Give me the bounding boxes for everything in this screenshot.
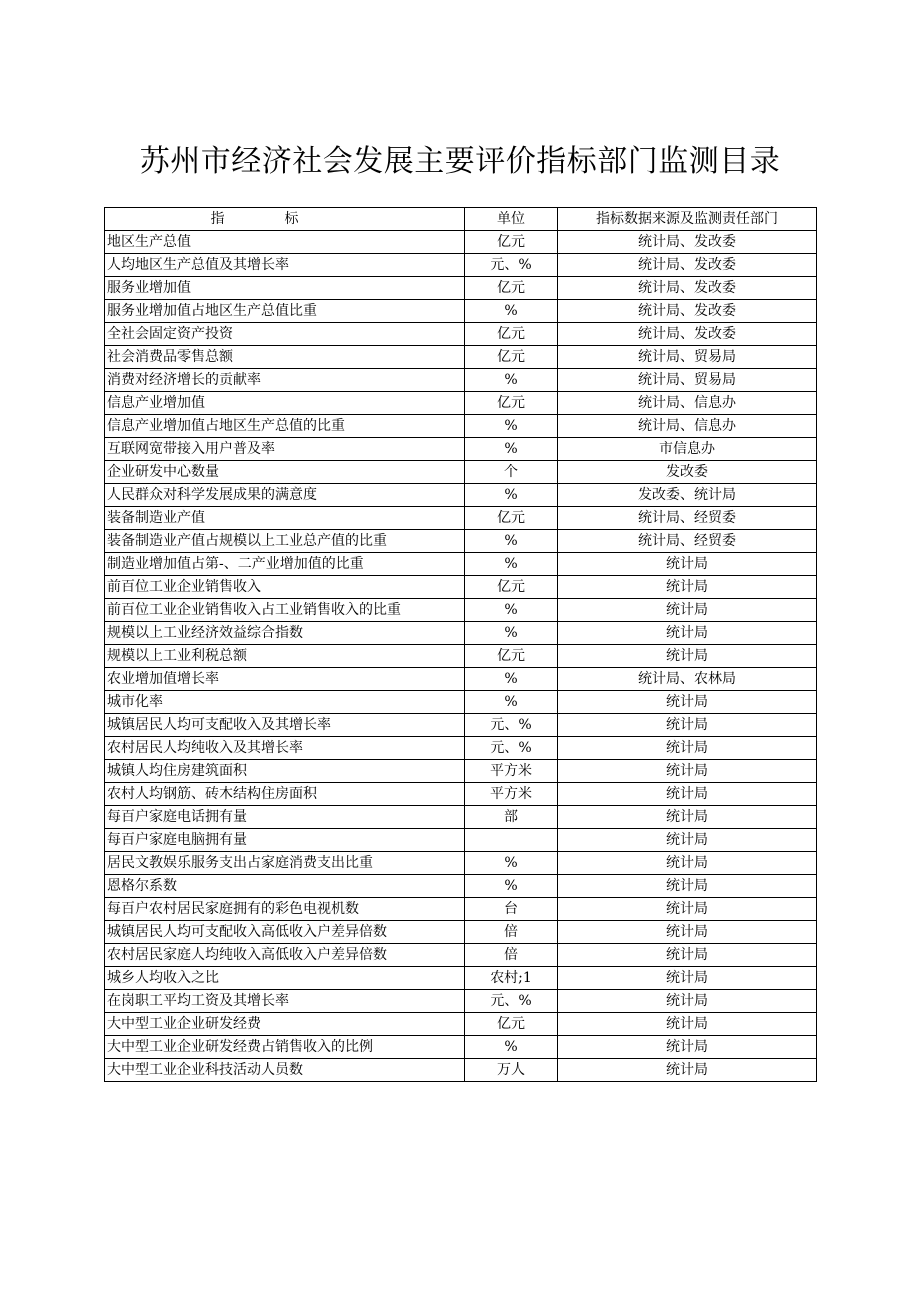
table-row — [105, 576, 817, 599]
indicator-name: 互联网宽带接入用户普及率 — [105, 438, 465, 461]
indicator-name: 前百位工业企业销售收入占工业销售收入的比重 — [105, 599, 465, 622]
indicator-table — [104, 207, 817, 1082]
indicator-department: 市信息办 — [558, 438, 817, 461]
indicator-department: 统计局 — [558, 990, 817, 1013]
indicator-name: 大中型工业企业研发经费 — [105, 1013, 465, 1036]
indicator-name: 服务业增加值 — [105, 277, 465, 300]
indicator-department: 统计局 — [558, 829, 817, 852]
indicator-department: 统计局 — [558, 622, 817, 645]
indicator-department: 统计局、发改委 — [558, 231, 817, 254]
table-row — [105, 645, 817, 668]
indicator-name: 居民文教娱乐服务支出占家庭消费支出比重 — [105, 852, 465, 875]
indicator-department: 统计局、发改委 — [558, 323, 817, 346]
indicator-unit: 倍 — [465, 944, 558, 967]
table-row — [105, 806, 817, 829]
table-row — [105, 875, 817, 898]
indicator-unit: 亿元 — [465, 576, 558, 599]
table-row — [105, 346, 817, 369]
header-indicator: 指标 — [105, 208, 465, 231]
indicator-name: 大中型工业企业研发经费占销售收入的比例 — [105, 1036, 465, 1059]
indicator-name: 城镇居民人均可支配收入高低收入户差异倍数 — [105, 921, 465, 944]
indicator-name: 城镇人均住房建筑面积 — [105, 760, 465, 783]
table-row — [105, 599, 817, 622]
indicator-name: 规模以上工业利税总额 — [105, 645, 465, 668]
indicator-name: 城市化率 — [105, 691, 465, 714]
table-body — [105, 231, 817, 1082]
table-row — [105, 438, 817, 461]
indicator-unit: 亿元 — [465, 231, 558, 254]
header-department: 指标数据来源及监测责任部门 — [558, 208, 817, 231]
indicator-unit: % — [465, 484, 558, 507]
indicator-department: 统计局 — [558, 553, 817, 576]
table-row — [105, 944, 817, 967]
indicator-department: 统计局 — [558, 898, 817, 921]
indicator-department: 发改委、统计局 — [558, 484, 817, 507]
indicator-unit: 元、% — [465, 990, 558, 1013]
indicator-unit: % — [465, 622, 558, 645]
indicator-unit: 亿元 — [465, 1013, 558, 1036]
indicator-name: 装备制造业产值 — [105, 507, 465, 530]
indicator-department: 统计局、信息办 — [558, 392, 817, 415]
header-unit: 单位 — [465, 208, 558, 231]
indicator-unit: 亿元 — [465, 507, 558, 530]
indicator-department: 统计局 — [558, 806, 817, 829]
table-row — [105, 231, 817, 254]
indicator-name: 恩格尔系数 — [105, 875, 465, 898]
indicator-name: 城乡人均收入之比 — [105, 967, 465, 990]
indicator-department: 统计局、农林局 — [558, 668, 817, 691]
page-title: 苏州市经济社会发展主要评价指标部门监测目录 — [139, 144, 781, 179]
table-row — [105, 530, 817, 553]
table-row — [105, 507, 817, 530]
indicator-department: 统计局 — [558, 783, 817, 806]
indicator-unit: % — [465, 668, 558, 691]
indicator-department: 统计局 — [558, 852, 817, 875]
indicator-department: 统计局、经贸委 — [558, 530, 817, 553]
table-row — [105, 622, 817, 645]
indicator-unit: 亿元 — [465, 323, 558, 346]
indicator-department: 统计局 — [558, 875, 817, 898]
table-row — [105, 392, 817, 415]
indicator-name: 每百户家庭电话拥有量 — [105, 806, 465, 829]
indicator-unit: 个 — [465, 461, 558, 484]
indicator-unit: % — [465, 852, 558, 875]
indicator-unit: % — [465, 691, 558, 714]
table-row — [105, 1059, 817, 1082]
table-header-row — [105, 208, 817, 231]
table-row — [105, 484, 817, 507]
table-row — [105, 1013, 817, 1036]
table-row — [105, 691, 817, 714]
indicator-unit: % — [465, 599, 558, 622]
indicator-unit: % — [465, 300, 558, 323]
indicator-unit: % — [465, 530, 558, 553]
indicator-unit: % — [465, 369, 558, 392]
indicator-department: 统计局 — [558, 599, 817, 622]
indicator-unit: 平方米 — [465, 783, 558, 806]
indicator-unit: % — [465, 1036, 558, 1059]
indicator-unit: 农村;1 — [465, 967, 558, 990]
indicator-department: 统计局 — [558, 760, 817, 783]
indicator-name: 人均地区生产总值及其增长率 — [105, 254, 465, 277]
indicator-department: 统计局 — [558, 576, 817, 599]
table-row — [105, 898, 817, 921]
indicator-name: 全社会固定资产投资 — [105, 323, 465, 346]
indicator-name: 前百位工业企业销售收入 — [105, 576, 465, 599]
indicator-name: 每百户农村居民家庭拥有的彩色电视机数 — [105, 898, 465, 921]
table-row — [105, 277, 817, 300]
table-row — [105, 323, 817, 346]
indicator-department: 发改委 — [558, 461, 817, 484]
indicator-unit: 亿元 — [465, 645, 558, 668]
indicator-unit: 亿元 — [465, 392, 558, 415]
table-row — [105, 1036, 817, 1059]
table-row — [105, 553, 817, 576]
indicator-name: 地区生产总值 — [105, 231, 465, 254]
indicator-name: 制造业增加值占第-、二产业增加值的比重 — [105, 553, 465, 576]
indicator-unit: 元、% — [465, 254, 558, 277]
table-row — [105, 967, 817, 990]
indicator-department: 统计局 — [558, 1013, 817, 1036]
indicator-department: 统计局 — [558, 921, 817, 944]
indicator-unit: 亿元 — [465, 277, 558, 300]
indicator-unit: 平方米 — [465, 760, 558, 783]
indicator-name: 大中型工业企业科技活动人员数 — [105, 1059, 465, 1082]
indicator-name: 农村居民人均纯收入及其增长率 — [105, 737, 465, 760]
indicator-department: 统计局、发改委 — [558, 277, 817, 300]
table-row — [105, 461, 817, 484]
table-row — [105, 737, 817, 760]
indicator-unit: % — [465, 553, 558, 576]
indicator-department: 统计局、经贸委 — [558, 507, 817, 530]
indicator-name: 农村居民家庭人均纯收入高低收入户差异倍数 — [105, 944, 465, 967]
table-row — [105, 990, 817, 1013]
indicator-name: 人民群众对科学发展成果的满意度 — [105, 484, 465, 507]
indicator-department: 统计局 — [558, 944, 817, 967]
indicator-department: 统计局 — [558, 967, 817, 990]
indicator-name: 装备制造业产值占规模以上工业总产值的比重 — [105, 530, 465, 553]
indicator-unit: 亿元 — [465, 346, 558, 369]
indicator-department: 统计局、贸易局 — [558, 346, 817, 369]
indicator-department: 统计局 — [558, 645, 817, 668]
indicator-name: 消费对经济增长的贡献率 — [105, 369, 465, 392]
indicator-department: 统计局、信息办 — [558, 415, 817, 438]
table-row — [105, 783, 817, 806]
table-row — [105, 300, 817, 323]
indicator-department: 统计局 — [558, 691, 817, 714]
indicator-name: 服务业增加值占地区生产总值比重 — [105, 300, 465, 323]
indicator-department: 统计局、发改委 — [558, 300, 817, 323]
indicator-unit: % — [465, 438, 558, 461]
indicator-unit: 部 — [465, 806, 558, 829]
table-row — [105, 369, 817, 392]
indicator-name: 农业增加值增长率 — [105, 668, 465, 691]
indicator-unit — [465, 829, 558, 852]
indicator-name: 在岗职工平均工资及其增长率 — [105, 990, 465, 1013]
table-row — [105, 415, 817, 438]
table-row — [105, 921, 817, 944]
indicator-department: 统计局、发改委 — [558, 254, 817, 277]
indicator-department: 统计局、贸易局 — [558, 369, 817, 392]
table-row — [105, 852, 817, 875]
table-row — [105, 829, 817, 852]
indicator-name: 信息产业增加值占地区生产总值的比重 — [105, 415, 465, 438]
indicator-name: 规模以上工业经济效益综合指数 — [105, 622, 465, 645]
table-row — [105, 714, 817, 737]
indicator-name: 信息产业增加值 — [105, 392, 465, 415]
indicator-name: 社会消费品零售总额 — [105, 346, 465, 369]
indicator-unit: % — [465, 875, 558, 898]
indicator-department: 统计局 — [558, 1036, 817, 1059]
indicator-unit: 倍 — [465, 921, 558, 944]
indicator-unit: 元、% — [465, 737, 558, 760]
indicator-name: 每百户家庭电脑拥有量 — [105, 829, 465, 852]
indicator-department: 统计局 — [558, 714, 817, 737]
indicator-name: 城镇居民人均可支配收入及其增长率 — [105, 714, 465, 737]
indicator-department: 统计局 — [558, 1059, 817, 1082]
table-row — [105, 760, 817, 783]
indicator-unit: 元、% — [465, 714, 558, 737]
indicator-unit: % — [465, 415, 558, 438]
indicator-name: 农村人均钢筋、砖木结构住房面积 — [105, 783, 465, 806]
indicator-unit: 万人 — [465, 1059, 558, 1082]
indicator-department: 统计局 — [558, 737, 817, 760]
indicator-unit: 台 — [465, 898, 558, 921]
indicator-name: 企业研发中心数量 — [105, 461, 465, 484]
table-row — [105, 668, 817, 691]
table-row — [105, 254, 817, 277]
